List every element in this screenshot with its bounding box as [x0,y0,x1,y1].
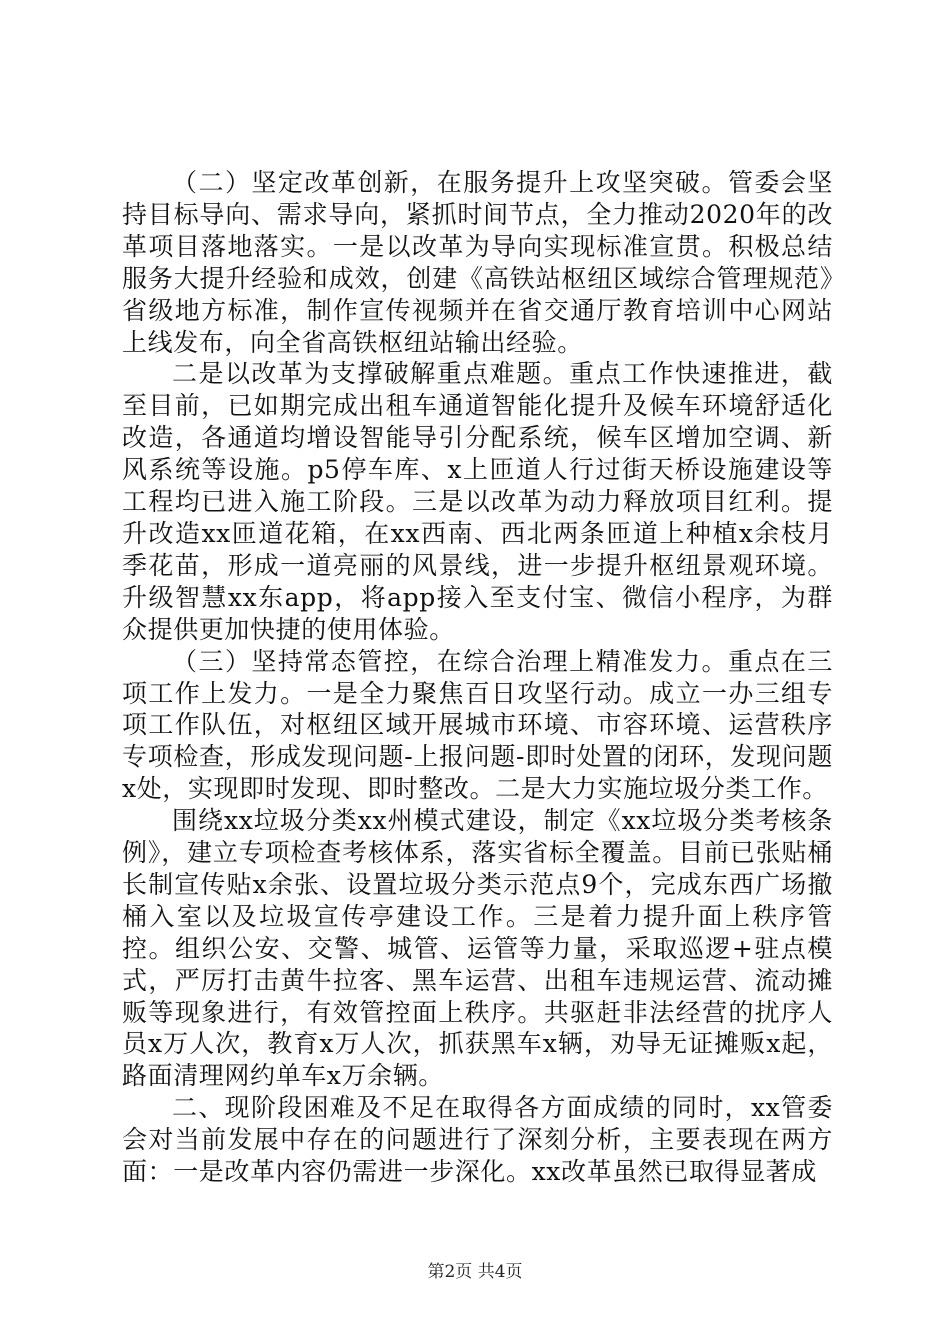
paragraph-difficulties-shortcomings: 二、现阶段困难及不足在取得各方面成绩的同时，xx管委会对当前发展中存在的问题进行了深刻分析，主要表现在两方面：一是改革内容仍需进一步深化。xx改革虽然已取得显著成 [122,1093,833,1187]
paragraph-key-difficulties: 二是以改革为支撑破解重点难题。重点工作快速推进，截至目前，已如期完成出租车通道智能化提升及候车环境舒适化改造，各通道均增设智能导引分配系统，候车区增加空调、新风系统等设施。p5停车库、x上匝道人行过街天桥设施建设等工程均已进入施工阶段。三是以改革为动力释放项目红利。提升改造xx匝道花箱，在xx西南、西北两条匝道上种植x余枝月季花苗，形成一道亮丽的风景线，进一步提升枢纽景观环境。升级智慧xx东app，将app接入至支付宝、微信小程序，为群众提供更加快捷的使用体验。 [122,359,833,644]
paragraph-comprehensive-governance: （三）坚持常态管控，在综合治理上精准发力。重点在三项工作上发力。一是全力聚焦百日攻坚行动。成立一办三组专项工作队伍，对枢纽区域开展城市环境、市容环境、运营秩序专项检查，形成发现问题-上报问题-即时处置的闭环，发现问题x处，实现即时发现、即时整改。二是大力实施垃圾分类工作。 [122,646,833,804]
document-body [122,167,833,1188]
paragraph-garbage-sorting: 围绕xx垃圾分类xx州模式建设，制定《xx垃圾分类考核条例》，建立专项检查考核体系，落实省标全覆盖。目前已张贴桶长制宣传贴x余张、设置垃圾分类示范点9个，完成东西广场撤桶入室以及垃圾宣传亭建设工作。三是着力提升面上秩序管控。组织公安、交警、城管、运管等力量，采取巡逻+驻点模式，严厉打击黄牛拉客、黑车运营、出租车违规运营、流动摊贩等现象进行，有效管控面上秩序。共驱赶非法经营的扰序人员x万人次，教育x万人次，抓获黑车x辆，劝导无证摊贩x起，路面清理网约单车x万余辆。 [122,806,833,1091]
paragraph-service-reform: （二）坚定改革创新，在服务提升上攻坚突破。管委会坚持目标导向、需求导向，紧抓时间节点，全力推动2020年的改革项目落地落实。一是以改革为导向实现标准宣贯。积极总结服务大提升经验和成效，创建《高铁站枢纽区域综合管理规范》省级地方标准，制作宣传视频并在省交通厅教育培训中心网站上线发布，向全省高铁枢纽站输出经验。 [122,168,833,357]
page-number-footer: 第2页 共4页 [427,1262,523,1282]
